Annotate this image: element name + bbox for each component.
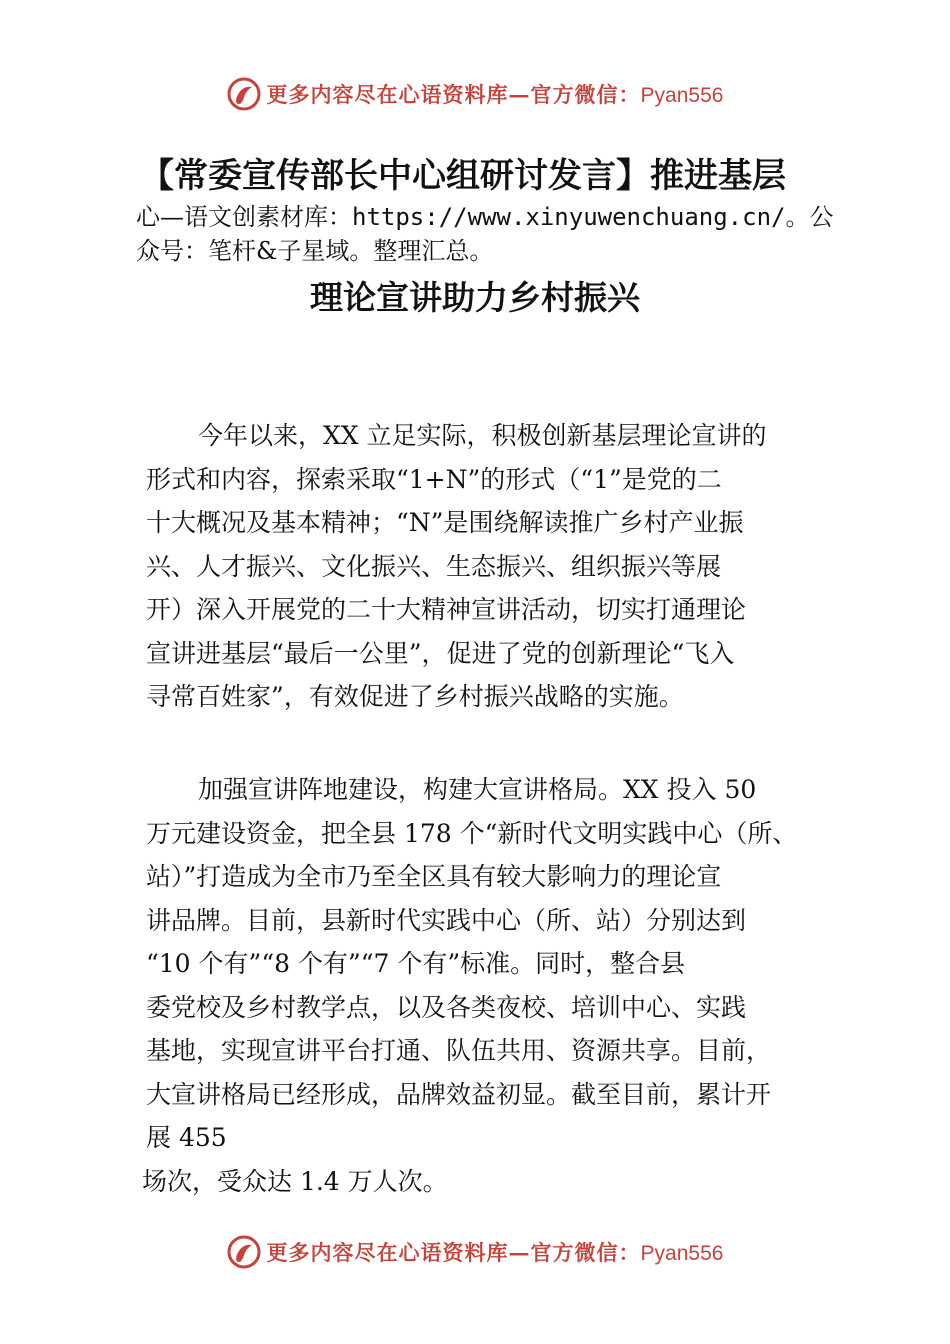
paragraph-line: 加强宣讲阵地建设，构建大宣讲格局。XX 投入 50 xyxy=(198,775,757,804)
paragraph-line: 形式和内容，探索采取“1+N”的形式（“1”是党的二 xyxy=(146,464,722,494)
paragraph-line: 寻常百姓家”，有效促进了乡村振兴战略的实施。 xyxy=(146,682,684,711)
paragraph-line: 兴、人才振兴、文化振兴、生态振兴、组织振兴等展 xyxy=(146,551,722,581)
paragraph-line: 宣讲进基层“最后一公里”，促进了党的创新理论“飞入 xyxy=(146,638,735,668)
watermark-text: 更多内容尽在心语资料库—官方微信：Pyan556 xyxy=(266,82,724,107)
paragraph-line: 委党校及乡村教学点，以及各类夜校、培训中心、实践 xyxy=(146,992,747,1022)
paragraph-line: 开）深入开展党的二十大精神宣讲活动，切实打通理论 xyxy=(146,595,747,624)
source-url: https://www.xinyuwenchuang.cn/ xyxy=(352,203,786,231)
paragraph-line: 展 455 xyxy=(146,1123,227,1152)
paragraph-line: 大宣讲格局已经形成，品牌效益初显。截至目前，累计开 xyxy=(146,1079,772,1109)
footer-watermark xyxy=(0,1232,950,1272)
source-note-line-1: 心—语文创素材库：https://www.xinyuwenchuang.cn/。公 xyxy=(136,203,834,231)
paragraph-line: 讲品牌。目前，县新时代实践中心（所、站）分别达到 xyxy=(146,905,747,935)
paragraph-line: 万元建设资金，把全县 178 个“新时代文明实践中心（所、 xyxy=(146,818,798,848)
paragraph-2 xyxy=(142,768,826,1203)
paragraph-line: 十大概况及基本精神；“N”是围绕解读推广乡村产业振 xyxy=(146,508,744,537)
paragraph-line: “10 个有”“8 个有”“7 个有”标准。同时，整合县 xyxy=(146,949,686,978)
paragraph-line: 站）”打造成为全市乃至全区具有较大影响力的理论宣 xyxy=(146,862,722,891)
paragraph-1 xyxy=(146,414,826,719)
document-subtitle: 理论宣讲助力乡村振兴 xyxy=(310,278,640,317)
paragraph-line: 场次，受众达 1.4 万人次。 xyxy=(142,1166,448,1196)
header-watermark xyxy=(0,74,950,114)
paragraph-line: 今年以来，XX 立足实际，积极创新基层理论宣讲的 xyxy=(198,421,767,450)
source-note xyxy=(136,200,856,268)
brand-logo-icon xyxy=(227,1235,261,1269)
wechat-id: Pyan556 xyxy=(640,1242,724,1265)
source-note-line-2: 众号：笔杆&子星域。整理汇总。 xyxy=(136,237,494,265)
watermark-text: 更多内容尽在心语资料库—官方微信：Pyan556 xyxy=(266,1240,724,1265)
brand-logo-icon xyxy=(227,77,261,111)
wechat-id: Pyan556 xyxy=(640,84,724,107)
paragraph-line: 基地，实现宣讲平台打通、队伍共用、资源共享。目前， xyxy=(146,1036,772,1065)
document-title: 【常委宣传部长中心组研讨发言】推进基层 xyxy=(140,156,786,196)
